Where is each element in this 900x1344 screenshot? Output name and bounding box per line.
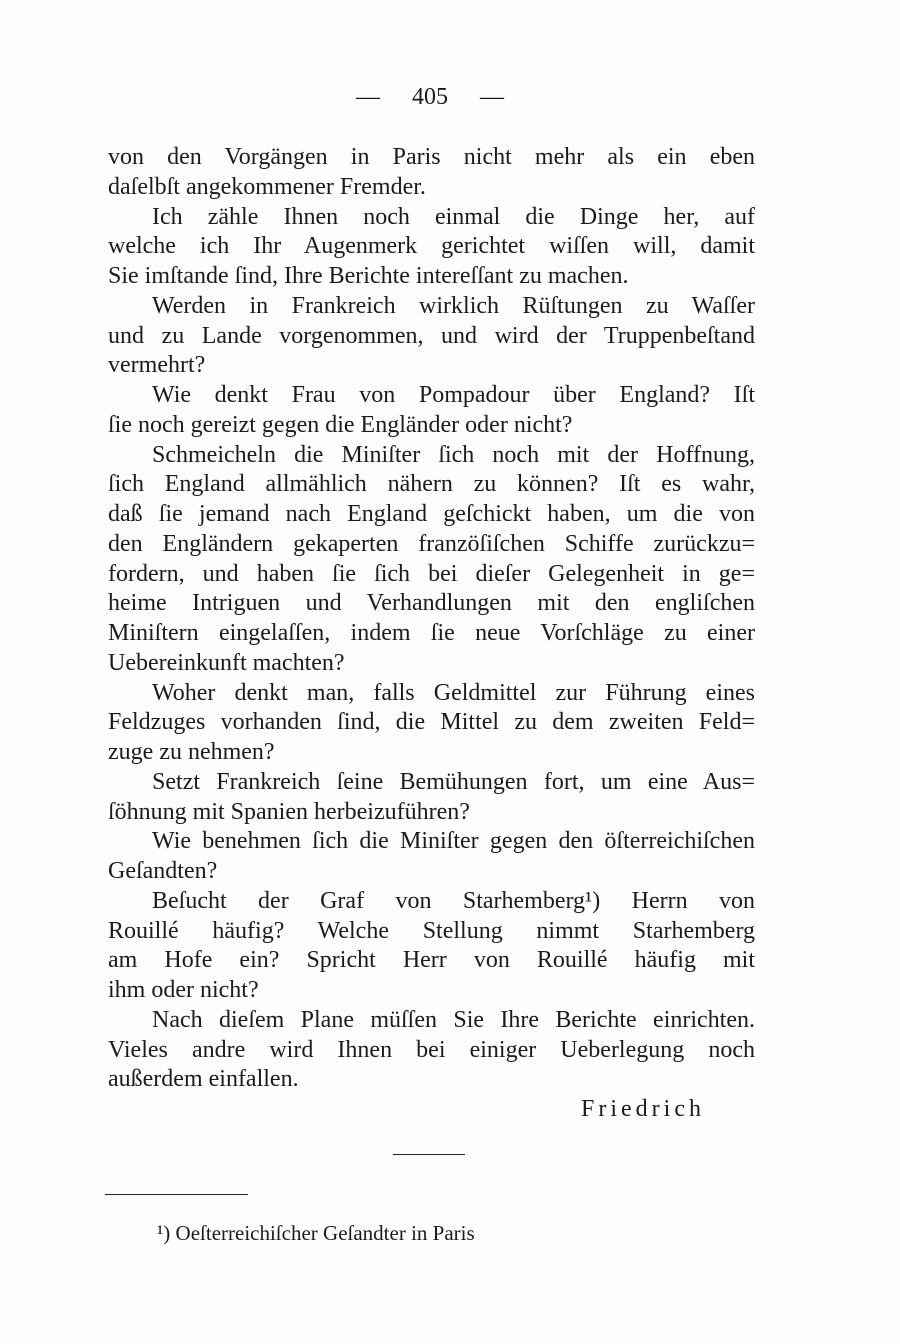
- text-line: daß ſie jemand nach England geſchickt haben, um die von: [108, 501, 755, 527]
- text-line: Schmeicheln die Miniſter ſich noch mit der Hoffnung,: [152, 441, 755, 468]
- text-line: ſie noch gereizt gegen die Engländer oder nicht?: [108, 411, 573, 438]
- paragraph: [108, 679, 755, 768]
- paragraph: [108, 441, 755, 679]
- paragraph: [108, 143, 755, 203]
- text-line: ſich England allmählich nähern zu können? Iſt es wahr,: [108, 471, 755, 498]
- text-line: Uebereinkunft machten?: [108, 649, 345, 676]
- footnote-divider: [105, 1194, 248, 1195]
- page-number: — 405 —: [356, 84, 504, 110]
- text-line: Werden in Frankreich wirklich Rüſtungen zu Waſſer: [152, 292, 755, 319]
- text-line: außerdem einfallen.: [108, 1066, 299, 1093]
- text-line: Feldzuges vorhanden ſind, die Mittel zu dem zweiten Feld=: [108, 709, 755, 736]
- text-line: Sie imſtande ſind, Ihre Berichte intereſſant zu machen.: [108, 263, 629, 289]
- text-line: Wie benehmen ſich die Miniſter gegen den öſterreichiſchen: [152, 828, 755, 855]
- text-line: fordern, und haben ſie ſich bei dieſer Gelegenheit in ge=: [108, 560, 755, 587]
- text-line: Woher denkt man, falls Geldmittel zur Führung eines: [152, 679, 755, 706]
- text-line: Vieles andre wird Ihnen bei einiger Ueberlegung noch: [108, 1036, 755, 1063]
- text-line: von den Vorgängen in Paris nicht mehr als ein eben: [108, 144, 755, 170]
- text-line: heime Intriguen und Verhandlungen mit den engliſchen: [108, 590, 755, 617]
- text-line: ihm oder nicht?: [108, 977, 259, 1003]
- paragraph: [108, 381, 755, 441]
- text-line: zuge zu nehmen?: [108, 739, 275, 765]
- text-line: welche ich Ihr Augenmerk gerichtet wiſſen will, damit: [108, 233, 755, 260]
- text-line: am Hofe ein? Spricht Herr von Rouillé häufig mit: [108, 947, 755, 974]
- text-line: Miniſtern eingelaſſen, indem ſie neue Vorſchläge zu einer: [108, 620, 755, 646]
- paragraph: [108, 1006, 755, 1095]
- text-line: Geſandten?: [108, 858, 218, 884]
- signature: Friedrich: [581, 1096, 705, 1122]
- section-divider: [393, 1154, 465, 1155]
- text-line: Rouillé häufig? Welche Stellung nimmt Starhemberg: [108, 917, 755, 944]
- text-line: vermehrt?: [108, 352, 206, 379]
- paragraph: [108, 203, 755, 292]
- paragraph: [108, 887, 755, 1006]
- text-line: den Engländern gekaperten franzöſiſchen Schiffe zurückzu=: [108, 530, 755, 557]
- paragraph: [108, 292, 755, 381]
- paragraph: [108, 768, 755, 828]
- footnote: ¹) Oeſterreichiſcher Geſandter in Paris: [157, 1221, 475, 1245]
- text-line: Nach dieſem Plane müſſen Sie Ihre Berichte einrichten.: [152, 1006, 755, 1033]
- text-line: Ich zähle Ihnen noch einmal die Dinge her, auf: [152, 203, 755, 230]
- text-line: Beſucht der Graf von Starhemberg¹) Herrn von: [152, 887, 755, 914]
- body-text: [108, 143, 755, 1125]
- text-line: ſöhnung mit Spanien herbeizuführen?: [108, 798, 470, 825]
- text-line: und zu Lande vorgenommen, und wird der Truppenbeſtand: [108, 322, 755, 349]
- paragraph: [108, 827, 755, 887]
- text-line: daſelbſt angekommener Fremder.: [108, 173, 426, 200]
- text-line: Setzt Frankreich ſeine Bemühungen fort, um eine Aus=: [152, 768, 755, 795]
- text-line: Wie denkt Frau von Pompadour über England? Iſt: [152, 382, 755, 408]
